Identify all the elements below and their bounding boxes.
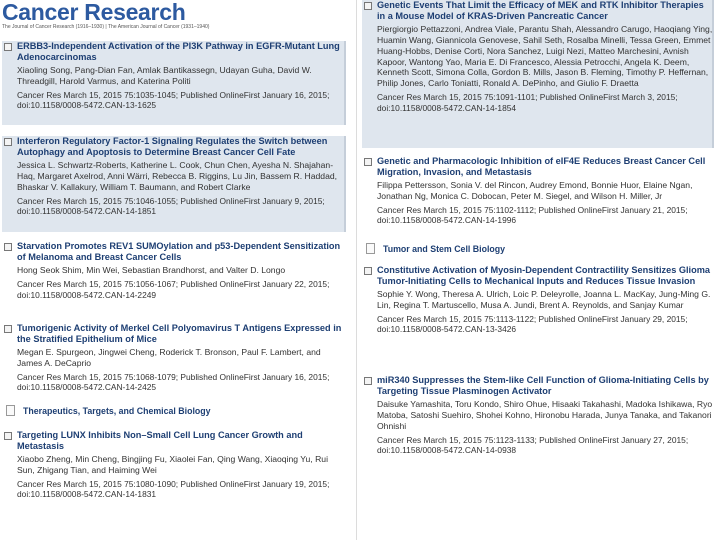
section-heading-label: Tumor and Stem Cell Biology <box>383 244 506 254</box>
article-authors: Daisuke Yamashita, Toru Kondo, Shiro Ohue, Hisaaki Takahashi, Madoka Ishikawa, Ryo Matoba, Satoshi Suehiro, Shohei Kohno, Hironobu Harada, Junya Tanaka, and Takanori Ohnishi <box>377 399 713 431</box>
select-checkbox[interactable] <box>364 158 372 166</box>
article-authors: Xiaobo Zheng, Min Cheng, Bingjing Fu, Xiaolei Fan, Qing Wang, Xiaoqing Yu, Rui Sun, Zhigang Tian, and Haiming Wei <box>17 454 328 475</box>
section-marker-icon <box>366 243 375 254</box>
article-citation: Cancer Res March 15, 2015 75:1091-1101; Published OnlineFirst March 3, 2015; doi:10.1158/0008-5472.CAN-14-1854 <box>377 91 678 113</box>
article-entry[interactable] <box>2 136 346 232</box>
select-checkbox[interactable] <box>4 243 12 251</box>
article-entry[interactable] <box>362 156 714 238</box>
article-entry[interactable] <box>362 0 714 148</box>
article-citation: Cancer Res March 15, 2015 75:1056-1067; Published OnlineFirst January 22, 2015; doi:10.1158/0008-5472.CAN-14-2249 <box>17 278 330 300</box>
select-checkbox[interactable] <box>364 267 372 275</box>
article-title[interactable]: Genetic Events That Limit the Efficacy of MEK and RTK Inhibitor Therapies in a Mouse Model of KRAS-Driven Pancreatic Cancer <box>377 0 704 21</box>
article-entry[interactable] <box>2 241 346 317</box>
section-heading <box>6 405 211 416</box>
article-citation: Cancer Res March 15, 2015 75:1102-1112; Published OnlineFirst January 21, 2015; doi:10.1158/0008-5472.CAN-14-1996 <box>377 204 688 226</box>
article-citation: Cancer Res March 15, 2015 75:1123-1133; Published OnlineFirst January 27, 2015; doi:10.1158/0008-5472.CAN-14-0938 <box>377 434 689 456</box>
article-title[interactable]: Tumorigenic Activity of Merkel Cell Polyomavirus T Antigens Expressed in the Stratified Epithelium of Mice <box>17 323 342 344</box>
article-citation: Cancer Res March 15, 2015 75:1113-1122; Published OnlineFirst January 29, 2015; doi:10.1158/0008-5472.CAN-13-3426 <box>377 313 688 335</box>
article-authors: Hong Seok Shim, Min Wei, Sebastian Brandhorst, and Valter D. Longo <box>17 265 286 276</box>
article-authors: Filippa Pettersson, Sonia V. del Rincon, Audrey Emond, Bonnie Huor, Elaine Ngan, Jonathan Ng, Monica C. Dobocan, Peter M. Siegel, and Wilson H. Miller, Jr <box>377 180 693 201</box>
article-authors: Megan E. Spurgeon, Jingwei Cheng, Roderick T. Bronson, Paul F. Lambert, and James A. DeCaprio <box>17 347 321 368</box>
section-heading <box>366 243 505 254</box>
article-entry[interactable] <box>362 375 714 479</box>
article-citation: Cancer Res March 15, 2015 75:1080-1090; Published OnlineFirst January 19, 2015; doi:10.1158/0008-5472.CAN-14-1831 <box>17 478 330 500</box>
select-checkbox[interactable] <box>364 2 372 10</box>
article-title[interactable]: Interferon Regulatory Factor-1 Signaling Regulates the Switch between Autophagy and Apoptosis to Determine Breast Cancer Cell Fate <box>17 136 328 157</box>
article-entry[interactable] <box>2 430 346 534</box>
article-title[interactable]: Targeting LUNX Inhibits Non–Small Cell Lung Cancer Growth and Metastasis <box>17 430 303 451</box>
article-citation: Cancer Res March 15, 2015 75:1068-1079; Published OnlineFirst January 16, 2015; doi:10.1158/0008-5472.CAN-14-2425 <box>17 371 330 393</box>
journal-masthead <box>2 0 347 30</box>
select-checkbox[interactable] <box>4 138 12 146</box>
article-authors: Jessica L. Schwartz-Roberts, Katherine L. Cook, Chun Chen, Ayesha N. Shajahan-Haq, Margaret Axelrod, Anni Wärri, Rebecca B. Riggins, Lu Jin, Bassem R. Haddad, Bhaskar V. Kallakury, William T. Baumann, and Robert Clarke <box>17 160 338 192</box>
section-marker-icon <box>6 405 15 416</box>
article-entry[interactable] <box>2 323 346 399</box>
journal-subtitle: The Journal of Cancer Research (1916–1930) | The American Journal of Cancer (1931–1940) <box>2 24 210 30</box>
select-checkbox[interactable] <box>364 377 372 385</box>
select-checkbox[interactable] <box>4 325 12 333</box>
article-authors: Sophie Y. Wong, Theresa A. Ulrich, Loic P. Deleyrolle, Joanna L. MacKay, Jung-Ming G. Lin, Regina T. Martuscello, Musa A. Jundi, Brent A. Reynolds, and Sanjay Kumar <box>377 289 711 310</box>
select-checkbox[interactable] <box>4 43 12 51</box>
column-divider <box>356 0 357 540</box>
article-title[interactable]: ERBB3-Independent Activation of the PI3K Pathway in EGFR-Mutant Lung Adenocarcinomas <box>17 41 340 62</box>
article-citation: Cancer Res March 15, 2015 75:1035-1045; Published OnlineFirst January 16, 2015; doi:10.1158/0008-5472.CAN-13-1625 <box>17 89 330 111</box>
article-citation: Cancer Res March 15, 2015 75:1046-1055; Published OnlineFirst January 9, 2015; doi:10.1158/0008-5472.CAN-14-1851 <box>17 195 325 217</box>
section-heading-label: Therapeutics, Targets, and Chemical Biology <box>23 406 211 416</box>
article-title[interactable]: miR340 Suppresses the Stem-like Cell Function of Glioma-Initiating Cells by Targeting Tissue Plasminogen Activator <box>377 375 709 396</box>
article-title[interactable]: Starvation Promotes REV1 SUMOylation and p53-Dependent Sensitization of Melanoma and Breast Cancer Cells <box>17 241 341 262</box>
article-entry[interactable] <box>362 265 714 367</box>
article-entry[interactable] <box>2 41 346 125</box>
article-authors: Piergiorgio Pettazzoni, Andrea Viale, Parantu Shah, Alessandro Carugo, Haoqiang Ying, Huamin Wang, Giannicola Genovese, Sahil Seth, Rosalba Minelli, Tessa Green, Emmet Huang-Hobbs, Denise Corti, Nora Sanchez, Luigi Nezi, Matteo Marchesini, Avnish Kapoor, Wantong Yao, Maria E. Di Francesco, Alessia Petrocchi, Angela K. Deem, Kenneth Scott, Simona Colla, Gordon B. Mills, Jason B. Fleming, Timothy P. Heffernan, Philip Jones, Carlo Toniatti, Ronald A. DePinho, and Giulio F. Draetta <box>377 24 713 89</box>
select-checkbox[interactable] <box>4 432 12 440</box>
article-title[interactable]: Constitutive Activation of Myosin-Dependent Contractility Sensitizes Glioma Tumor-Initiating Cells to Mechanical Inputs and Reduces Tissue Invasion <box>377 265 711 286</box>
article-title[interactable]: Genetic and Pharmacologic Inhibition of eIF4E Reduces Breast Cancer Cell Migration, Invasion, and Metastasis <box>377 156 706 177</box>
article-authors: Xiaoling Song, Pang-Dian Fan, Amlak Bantikassegn, Udayan Guha, David W. Threadgill, Harold Varmus, and Katerina Politi <box>17 65 312 86</box>
journal-title: Cancer Research <box>2 0 186 25</box>
